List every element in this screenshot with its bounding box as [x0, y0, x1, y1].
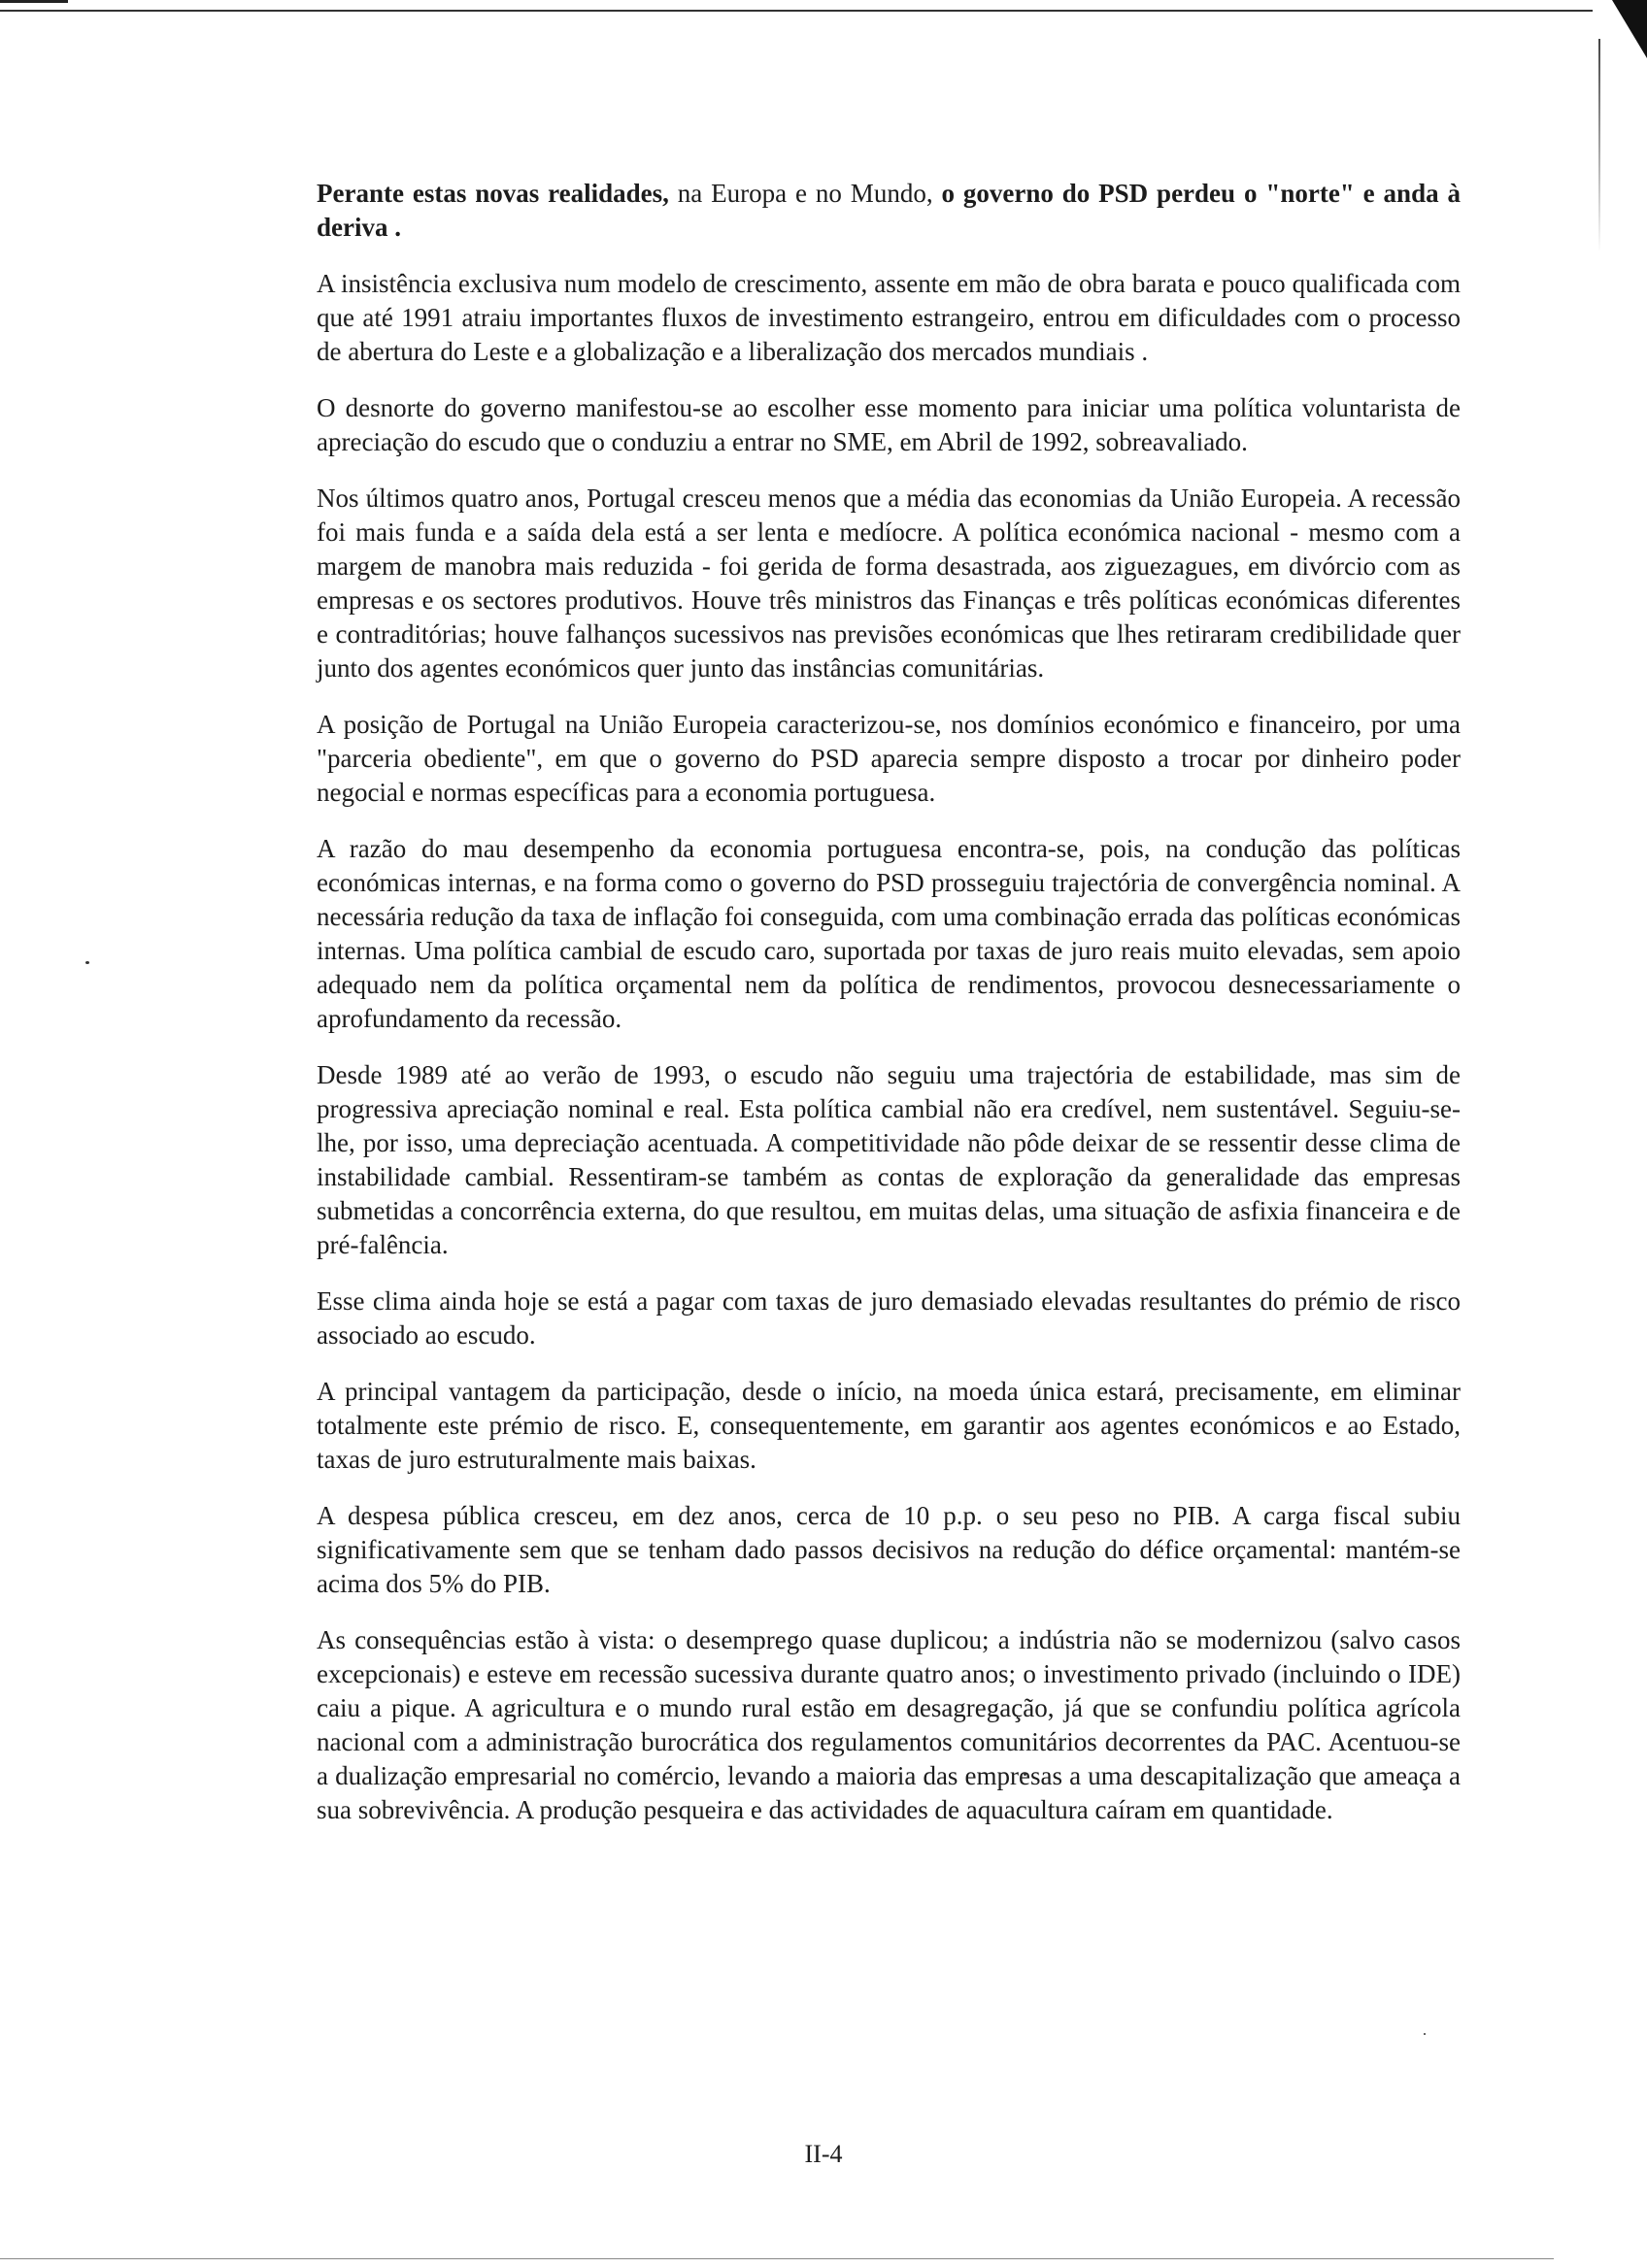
paragraph-risk-premium: Esse clima ainda hoje se está a pagar com taxas de juro demasiado elevadas resultantes do prémio de risco associado ao escudo. [317, 1286, 1461, 1350]
paragraph-sme-entry: O desnorte do governo manifestou-se ao escolher esse momento para iniciar uma política voluntarista de apreciação do escudo que o conduziu a entrar no SME, em Abril de 1992, sobreavaliado. [317, 393, 1461, 456]
scan-corner-mark [1573, 0, 1647, 58]
intro-bold-lead: Perante estas novas realidades, [317, 179, 669, 208]
intro-regular-text: na Europa e no Mundo, [668, 179, 942, 208]
scan-edge-artifact [0, 0, 68, 17]
scan-speck [85, 961, 89, 964]
paragraph-consequences: As consequências estão à vista: o desemprego quase duplicou; a indústria não se modernizou (salvo casos excepcionais) e esteve em recessão sucessiva durante quatro anos; o investimento privado (incluindo o IDE) caiu a pique. A agricultura e o mundo rural estão em desagregação, já que se confundiu política agrícola nacional com a administração burocrática dos regulamentos comunitários decorrentes da PAC. Acentuou-se a dualização empresarial no comércio, levando a maioria das empresas a uma descapitalização que ameaça a sua sobrevivência. A produção pesqueira e das actividades de aquacultura caíram em quantidade. [317, 1625, 1461, 1824]
intro-paragraph [317, 177, 1461, 245]
paragraph-exchange-rate: Desde 1989 até ao verão de 1993, o escudo não seguiu uma trajectória de estabilidade, mas sim de progressiva apreciação nominal e real. Esta política cambial não era credível, nem sustentável. Seguiu-se-lhe, por isso, uma depreciação acentuada. A competitividade não pôde deixar de se ressentir desse clima de instabilidade cambial. Ressentiram-se também as contas de exploração da generalidade das empresas submetidas a concorrência externa, do que resultou, em muitas delas, uma situação de asfixia financeira e de pré-falência. [317, 1060, 1461, 1259]
page-number: II-4 [804, 2140, 843, 2168]
intro-bold-statement: o governo do PSD perdeu o "norte" e anda à deriva . [317, 179, 1461, 242]
scan-speck [1424, 2033, 1426, 2035]
paragraph-public-spending: A despesa pública cresceu, em dez anos, cerca de 10 p.p. o seu peso no PIB. A carga fiscal subiu significativamente sem que se tenham dado passos decisivos na redução do défice orçamental: mantém-se acima dos 5% do PIB. [317, 1501, 1461, 1598]
scan-top-border [0, 10, 1593, 12]
document-body [317, 177, 1461, 1850]
paragraph-economic-policy: A razão do mau desempenho da economia portuguesa encontra-se, pois, na condução das políticas económicas internas, e na forma como o governo do PSD prosseguiu trajectória de convergência nominal. A necessária redução da taxa de inflação foi conseguida, com uma combinação errada das políticas económicas internas. Uma política cambial de escudo caro, suportada por taxas de juro reais muito elevadas, sem apoio adequado nem da política orçamental nem da política de rendimentos, provocou desnecessariamente o aprofundamento da recessão. [317, 834, 1461, 1033]
paragraph-recession: Nos últimos quatro anos, Portugal cresceu menos que a média das economias da União Europeia. A recessão foi mais funda e a saída dela está a ser lenta e medíocre. A política económica nacional - mesmo com a margem de manobra mais reduzida - foi gerida de forma desastrada, aos ziguezagues, em divórcio com as empresas e os sectores produtivos. Houve três ministros das Finanças e três políticas económicas diferentes e contraditórias; houve falhanços sucessivos nas previsões económicas que lhes retiraram credibilidade quer junto dos agentes económicos quer junto das instâncias comunitárias. [317, 484, 1461, 683]
paragraph-eu-position: A posição de Portugal na União Europeia caracterizou-se, nos domínios económico e financeiro, por uma "parceria obediente", em que o governo do PSD aparecia sempre disposto a trocar por dinheiro poder negocial e normas específicas para a economia portuguesa. [317, 710, 1461, 807]
scan-bottom-border [0, 2258, 1554, 2259]
paragraph-single-currency: A principal vantagem da participação, desde o início, na moeda única estará, precisamente, em eliminar totalmente este prémio de risco. E, consequentemente, em garantir aos agentes económicos e ao Estado, taxas de juro estruturalmente mais baixas. [317, 1377, 1461, 1474]
paragraph-growth-model: A insistência exclusiva num modelo de crescimento, assente em mão de obra barata e pouco qualificada com que até 1991 atraiu importantes fluxos de investimento estrangeiro, entrou em dificuldades com o processo de abertura do Leste e a globalização e a liberalização dos mercados mundiais . [317, 269, 1461, 366]
scan-right-edge [1598, 39, 1600, 252]
